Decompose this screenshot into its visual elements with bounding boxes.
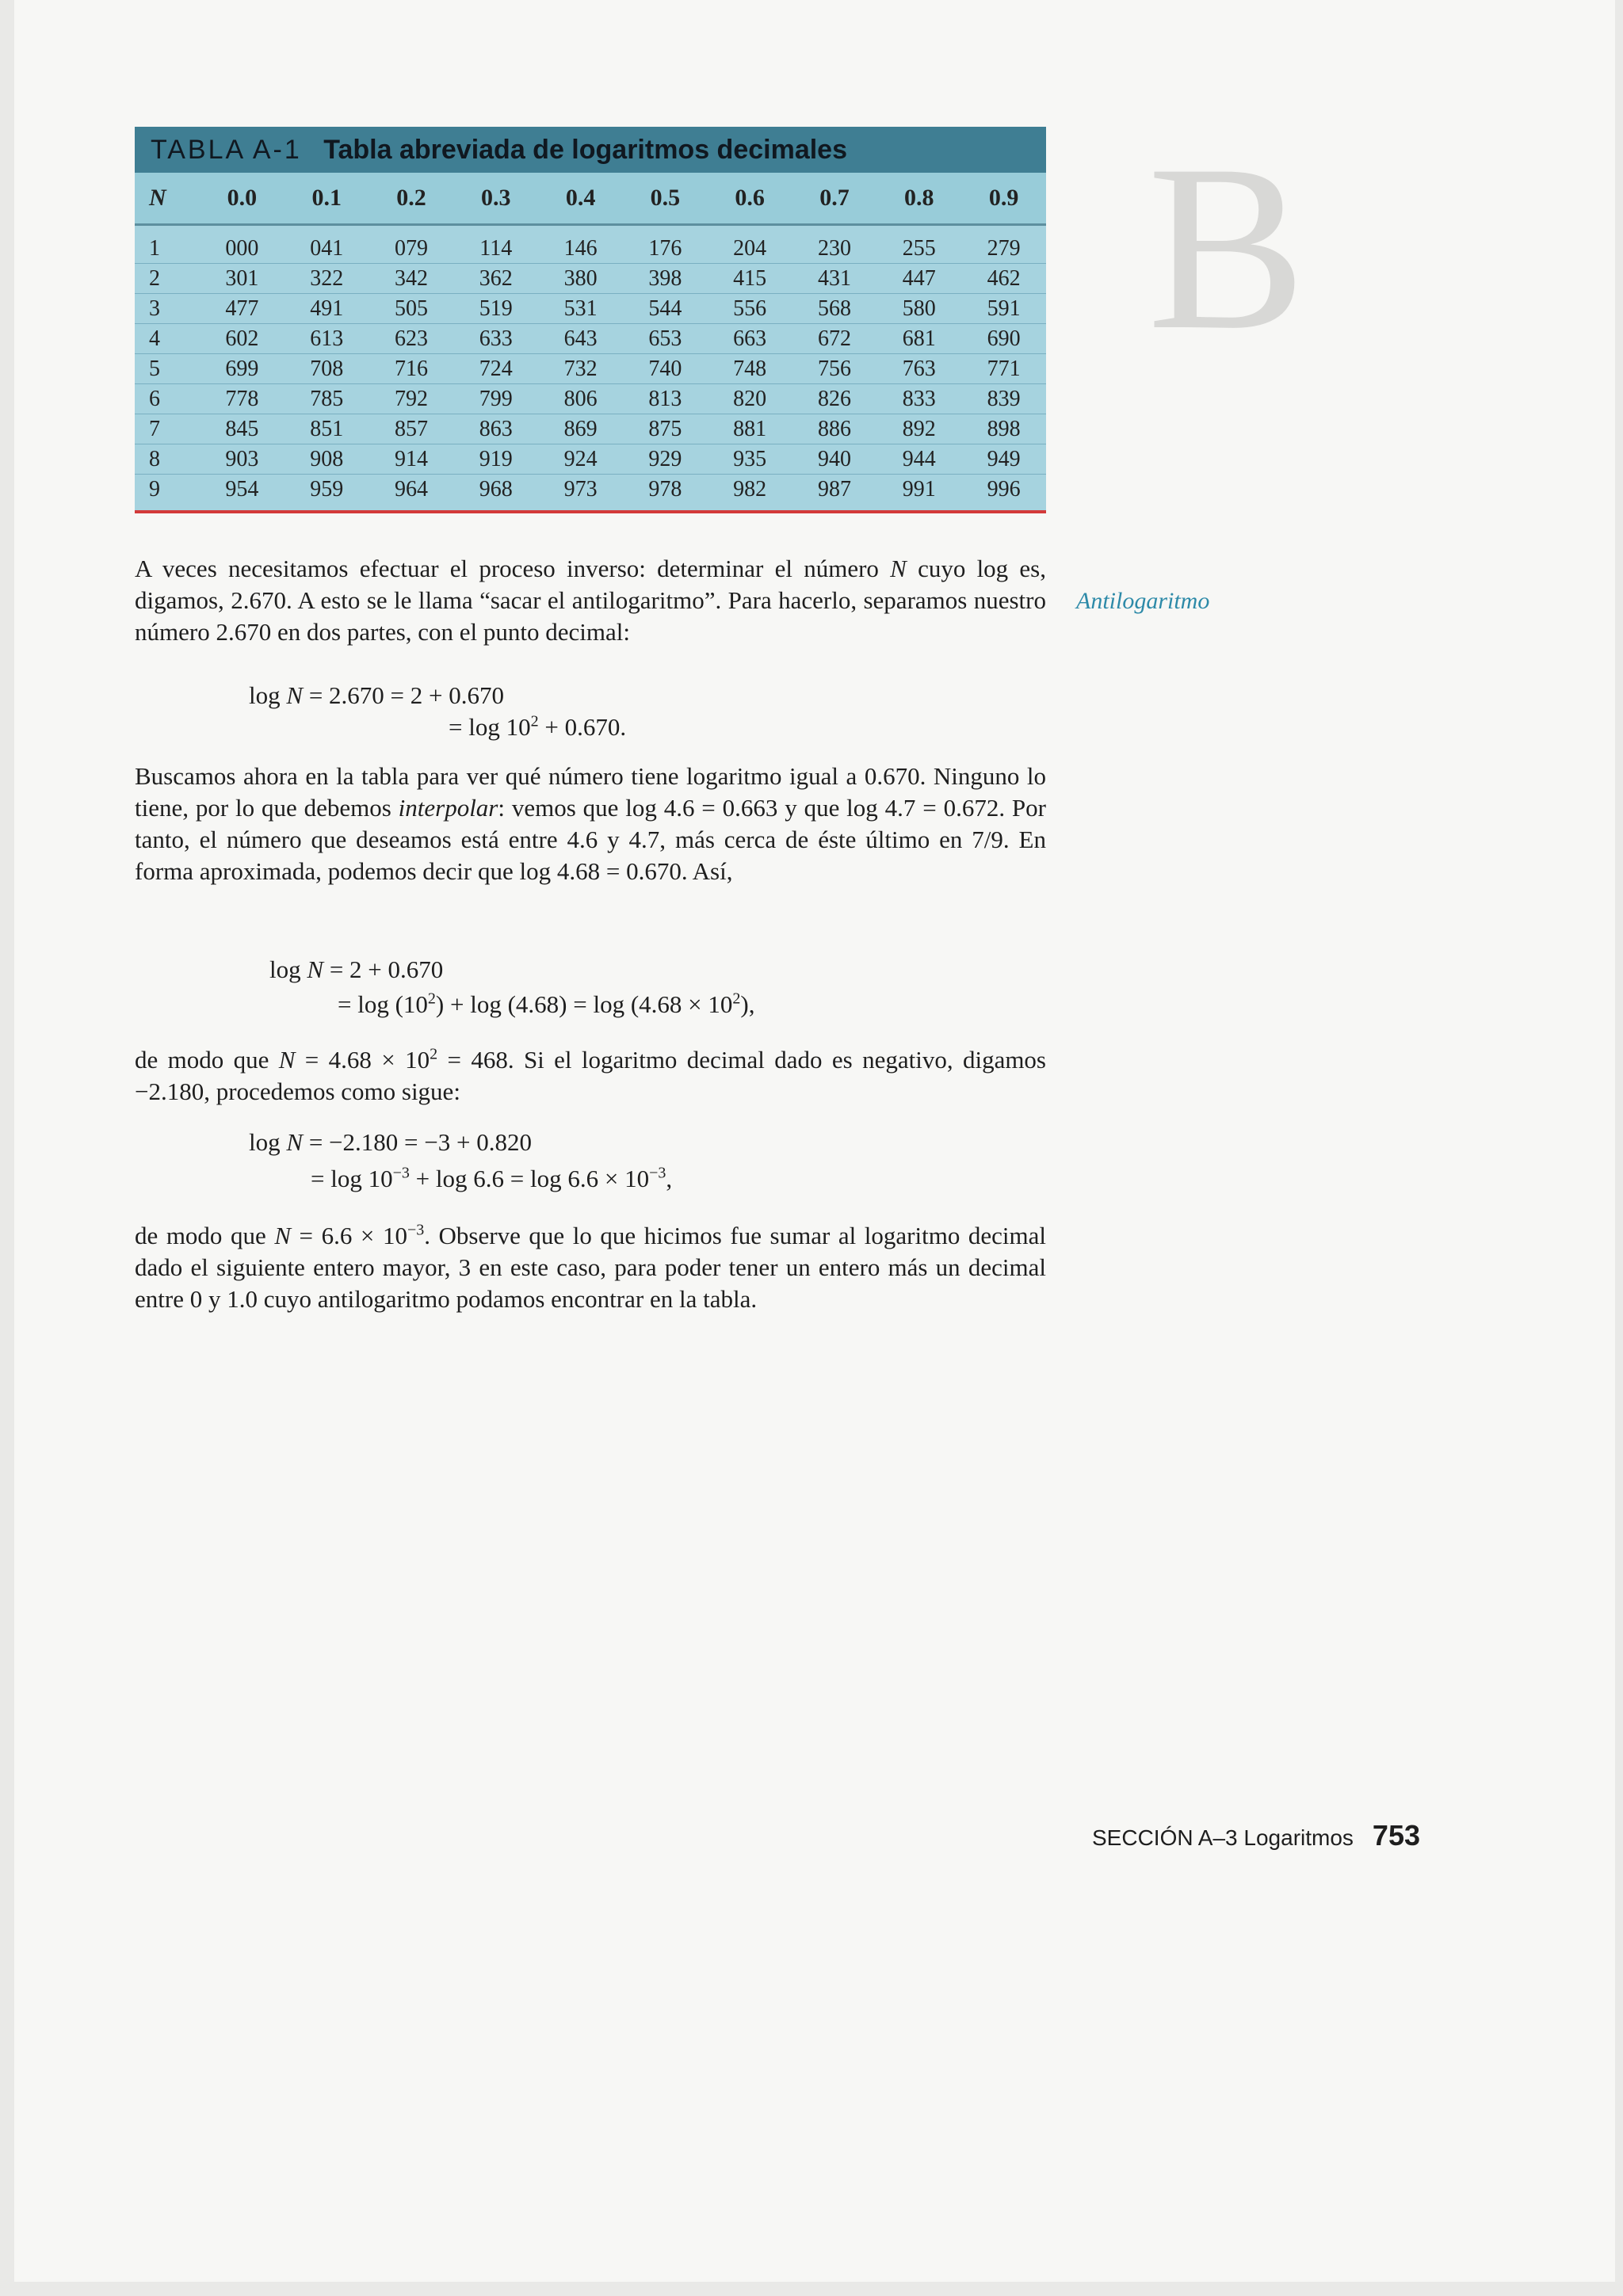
equation-1-line-2: = $\log 10^2 + 0.670$. bbox=[449, 712, 627, 741]
table-caption bbox=[135, 127, 1046, 173]
table-cell: 892 bbox=[902, 416, 936, 441]
table-cell: 857 bbox=[394, 416, 428, 441]
table-row bbox=[135, 414, 1046, 444]
table-cell: 079 bbox=[394, 235, 428, 261]
table-cell: 568 bbox=[817, 296, 851, 321]
table-cell: 519 bbox=[479, 296, 513, 321]
table-cell: 000 bbox=[225, 235, 259, 261]
table-row bbox=[135, 475, 1046, 504]
table-cell: 898 bbox=[987, 416, 1021, 441]
table-cell: 875 bbox=[648, 416, 682, 441]
table-cell: 881 bbox=[733, 416, 767, 441]
page bbox=[14, 0, 1615, 2282]
table-cell: 845 bbox=[225, 416, 259, 441]
table-row bbox=[135, 324, 1046, 354]
header-col: 0.8 bbox=[904, 185, 934, 211]
table-cell: 176 bbox=[648, 235, 682, 261]
header-col: 0.5 bbox=[650, 185, 681, 211]
table-cell: 973 bbox=[563, 476, 598, 502]
table-cell: 929 bbox=[648, 446, 682, 471]
table-cell: 908 bbox=[310, 446, 344, 471]
table-cell: 602 bbox=[225, 326, 259, 351]
table-cell: 813 bbox=[648, 386, 682, 411]
table-row bbox=[135, 264, 1046, 294]
table-cell: 041 bbox=[310, 235, 344, 261]
table-cell: 968 bbox=[479, 476, 513, 502]
table-cell: 699 bbox=[225, 356, 259, 381]
table-row bbox=[135, 354, 1046, 384]
paragraph-3: de modo que $N = 4.68 \times 10^2 = 468$. Si el logaritmo decimal dado es negativo, digamos −2.180, procedemos como sigue: bbox=[135, 1045, 1047, 1105]
table-row bbox=[135, 384, 1046, 414]
table-cell: 886 bbox=[817, 416, 851, 441]
table-cell: 431 bbox=[817, 265, 851, 291]
page-number: 753 bbox=[1372, 1819, 1420, 1852]
table-cell: 785 bbox=[310, 386, 344, 411]
table-cell: 851 bbox=[310, 416, 344, 441]
table-cell: 982 bbox=[733, 476, 767, 502]
table-cell: 919 bbox=[479, 446, 513, 471]
table-title: Tabla abreviada de logaritmos decimales bbox=[323, 135, 847, 165]
table-cell: 991 bbox=[902, 476, 936, 502]
table-cell: 839 bbox=[987, 386, 1021, 411]
table-cell: 462 bbox=[987, 265, 1021, 291]
table-cell: 491 bbox=[310, 296, 344, 321]
table-cell: 255 bbox=[902, 235, 936, 261]
table-header-row bbox=[135, 173, 1046, 226]
table-cell: 362 bbox=[479, 265, 513, 291]
table-cell: 940 bbox=[817, 446, 851, 471]
row-label: 4 bbox=[149, 326, 160, 351]
table-cell: 799 bbox=[479, 386, 513, 411]
table-cell: 806 bbox=[563, 386, 598, 411]
table-cell: 949 bbox=[987, 446, 1021, 471]
section-title: SECCIÓN A–3 Logaritmos bbox=[1092, 1825, 1354, 1850]
table-cell: 996 bbox=[987, 476, 1021, 502]
table-cell: 833 bbox=[902, 386, 936, 411]
table-cell: 778 bbox=[225, 386, 259, 411]
table-row bbox=[135, 294, 1046, 324]
table-label: TABLA A-1 bbox=[151, 135, 302, 165]
table-cell: 146 bbox=[563, 235, 598, 261]
table-cell: 447 bbox=[902, 265, 936, 291]
table-cell: 230 bbox=[817, 235, 851, 261]
table-cell: 613 bbox=[310, 326, 344, 351]
table-cell: 935 bbox=[733, 446, 767, 471]
paragraph-1: A veces necesitamos efectuar el proceso inverso: determinar el número N cuyo log es, digamos, 2.670. A esto se le llama “sacar el antilogaritmo”. Para hacerlo, separamos nuestro número 2.670 en dos partes, con el punto decimal: bbox=[135, 555, 1046, 646]
table-cell: 708 bbox=[310, 356, 344, 381]
row-label: 8 bbox=[149, 446, 160, 471]
row-label: 6 bbox=[149, 386, 160, 411]
row-label: 3 bbox=[149, 296, 160, 321]
header-col: 0.0 bbox=[227, 185, 258, 211]
header-col: 0.1 bbox=[311, 185, 342, 211]
header-col: 0.9 bbox=[988, 185, 1019, 211]
table-cell: 959 bbox=[310, 476, 344, 502]
table-cell: 732 bbox=[563, 356, 598, 381]
bleed-through-letter: B bbox=[1147, 116, 1298, 379]
log-table bbox=[135, 127, 1046, 513]
table-cell: 342 bbox=[394, 265, 428, 291]
row-label: 2 bbox=[149, 265, 160, 291]
table-cell: 505 bbox=[394, 296, 428, 321]
table-cell: 672 bbox=[817, 326, 851, 351]
table-cell: 914 bbox=[394, 446, 428, 471]
table-cell: 964 bbox=[394, 476, 428, 502]
table-cell: 279 bbox=[987, 235, 1021, 261]
table-cell: 322 bbox=[310, 265, 344, 291]
row-label: 9 bbox=[149, 476, 160, 502]
header-n: N bbox=[149, 185, 166, 211]
table-cell: 591 bbox=[987, 296, 1021, 321]
row-label: 7 bbox=[149, 416, 160, 441]
table-cell: 863 bbox=[479, 416, 513, 441]
equation-1-line-1: log N = 2.670 = 2 + 0.670 bbox=[249, 681, 505, 709]
header-col: 0.3 bbox=[481, 185, 511, 211]
page-footer bbox=[1092, 1819, 1420, 1852]
header-col: 0.2 bbox=[396, 185, 426, 211]
table-cell: 903 bbox=[225, 446, 259, 471]
table-row bbox=[135, 234, 1046, 264]
table-cell: 633 bbox=[479, 326, 513, 351]
table-cell: 978 bbox=[648, 476, 682, 502]
table-cell: 724 bbox=[479, 356, 513, 381]
equation-3-line-1: log N = −2.180 = −3 + 0.820 bbox=[249, 1128, 532, 1156]
paragraph-4: de modo que $N = 6.6 \times 10^{-3}$. Observe que lo que hicimos fue sumar al logaritmo decimal dado el siguiente entero mayor, 3 en este caso, para poder tener un entero más un decimal entre 0 y 1.0 cuyo antilogaritmo podamos encontrar en la tabla. bbox=[135, 1221, 1047, 1313]
table-cell: 869 bbox=[563, 416, 598, 441]
table-cell: 580 bbox=[902, 296, 936, 321]
table-cell: 623 bbox=[394, 326, 428, 351]
table-cell: 716 bbox=[394, 356, 428, 381]
table-cell: 643 bbox=[563, 326, 598, 351]
table-cell: 826 bbox=[817, 386, 851, 411]
row-label: 1 bbox=[149, 235, 160, 261]
table-cell: 681 bbox=[902, 326, 936, 351]
table-cell: 477 bbox=[225, 296, 259, 321]
table-cell: 663 bbox=[733, 326, 767, 351]
table-cell: 398 bbox=[648, 265, 682, 291]
table-cell: 380 bbox=[563, 265, 598, 291]
table-cell: 748 bbox=[733, 356, 767, 381]
paragraph-2: Buscamos ahora en la tabla para ver qué número tiene logaritmo igual a 0.670. Ninguno lo tiene, por lo que debemos interpolar: vemos que log 4.6 = 0.663 y que log 4.7 = 0.672. Por tanto, el número que deseamos está entre 4.6 y 4.7, más cerca de éste último en 7/9. En forma aproximada, podemos decir que log 4.68 = 0.670. Así, bbox=[135, 762, 1046, 885]
header-col: 0.6 bbox=[735, 185, 765, 211]
equation-3-line-2: = $\log 10^{-3} + \log 6.6 = \log 6.6 \times 10^{-3}$, bbox=[311, 1164, 673, 1192]
table-cell: 301 bbox=[225, 265, 259, 291]
table-cell: 544 bbox=[648, 296, 682, 321]
table-cell: 740 bbox=[648, 356, 682, 381]
table-cell: 690 bbox=[987, 326, 1021, 351]
table-cell: 987 bbox=[817, 476, 851, 502]
margin-note: Antilogaritmo bbox=[1076, 588, 1210, 614]
table-cell: 924 bbox=[563, 446, 598, 471]
table-cell: 556 bbox=[733, 296, 767, 321]
table-cell: 653 bbox=[648, 326, 682, 351]
table-bottom-rule bbox=[135, 510, 1046, 513]
equation-2-line-2: = $\log (10^2) + \log (4.68) = \log (4.68 \times 10^2)$, bbox=[338, 990, 755, 1018]
table-body bbox=[135, 226, 1046, 510]
table-row bbox=[135, 444, 1046, 475]
table-cell: 531 bbox=[563, 296, 598, 321]
equation-2-line-1: log N = 2 + 0.670 bbox=[269, 955, 444, 983]
header-col: 0.7 bbox=[819, 185, 850, 211]
table-cell: 114 bbox=[479, 235, 513, 261]
table-cell: 954 bbox=[225, 476, 259, 502]
header-col: 0.4 bbox=[565, 185, 596, 211]
row-label: 5 bbox=[149, 356, 160, 381]
table-cell: 763 bbox=[902, 356, 936, 381]
table-cell: 204 bbox=[733, 235, 767, 261]
table-cell: 792 bbox=[394, 386, 428, 411]
table-cell: 820 bbox=[733, 386, 767, 411]
table-cell: 771 bbox=[987, 356, 1021, 381]
table-cell: 944 bbox=[902, 446, 936, 471]
table-cell: 756 bbox=[817, 356, 851, 381]
table-cell: 415 bbox=[733, 265, 767, 291]
